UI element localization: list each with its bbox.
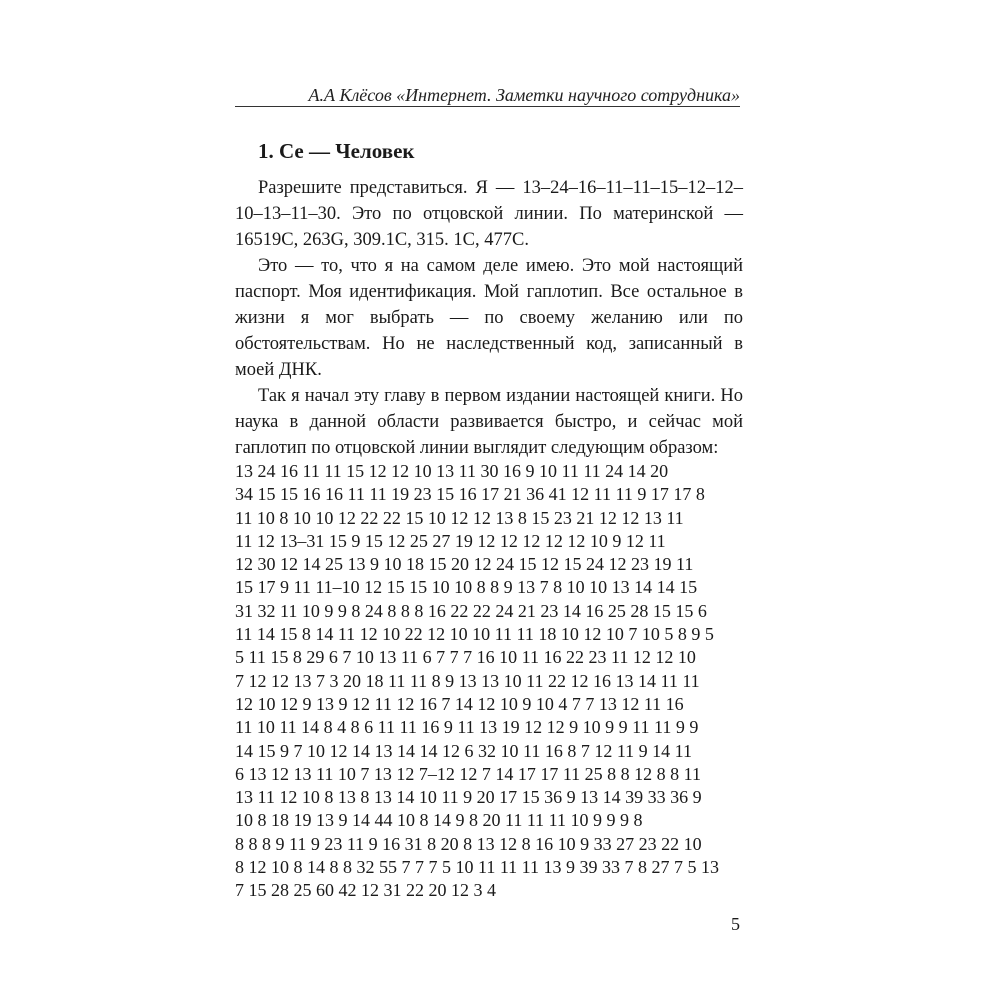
haplotype-line: 31 32 11 10 9 9 8 24 8 8 8 16 22 22 24 21 23 14 16 25 28 15 15 6	[235, 600, 707, 621]
haplotype-line: 13 24 16 11 11 15 12 12 10 13 11 30 16 9 10 11 11 24 14 20	[235, 461, 669, 481]
haplotype-line: 11 10 11 14 8 4 8 6 11 11 16 9 11 13 19 12 12 9 10 9 9 11 11 9 9	[235, 717, 699, 738]
haplotype-line: 5 11 15 8 29 6 7 10 13 11 6 7 7 7 16 10 11 16 22 23 11 12 12 10	[235, 647, 696, 668]
body-text	[235, 175, 743, 461]
haplotype-line: 11 14 15 8 14 11 12 10 22 12 10 10 11 11 18 10 12 10 7 10 5 8 9 5	[235, 624, 714, 645]
chapter-title: 1. Се — Человек	[258, 139, 415, 163]
header-rule	[235, 106, 740, 107]
haplotype-line: 13 11 12 10 8 13 8 13 14 10 11 9 20 17 15 36 9 13 14 39 33 36 9	[235, 787, 702, 808]
haplotype-line: 8 8 8 9 11 9 23 11 9 16 31 8 20 8 13 12 8 16 10 9 33 27 23 22 10	[235, 833, 702, 854]
haplotype-line: 11 10 8 10 10 12 22 22 15 10 12 12 13 8 15 23 21 12 12 13 11	[235, 507, 684, 528]
haplotype-line: 7 12 12 13 7 3 20 18 11 11 8 9 13 13 10 11 22 12 16 13 14 11 11	[235, 670, 700, 691]
haplotype-line: 8 12 10 8 14 8 8 32 55 7 7 7 5 10 11 11 11 13 9 39 33 7 8 27 7 5 13	[235, 857, 719, 878]
haplotype-line: 34 15 15 16 16 11 11 19 23 15 16 17 21 36 41 12 11 11 9 17 17 8	[235, 484, 705, 505]
paragraph-edition: Так я начал эту главу в первом издании настоящей книги. Но наука в данной области развивается быстро, и сейчас мой гаплотип по отцовской линии выглядит следующим образом:	[235, 386, 743, 458]
haplotype-line: 10 8 18 19 13 9 14 44 10 8 14 9 8 20 11 11 11 10 9 9 9 8	[235, 810, 643, 831]
haplotype-line: 14 15 9 7 10 12 14 13 14 14 12 6 32 10 11 16 8 7 12 11 9 14 11	[235, 740, 692, 761]
haplotype-line: 11 12 13–31 15 9 15 12 25 27 19 12 12 12 12 12 10 9 12 11	[235, 530, 666, 551]
haplotype-line: 12 30 12 14 25 13 9 10 18 15 20 12 24 15 12 15 24 12 23 19 11	[235, 554, 694, 575]
page-number: 5	[731, 914, 740, 934]
haplotype-line: 15 17 9 11 11–10 12 15 15 10 10 8 8 9 13 7 8 10 10 13 14 14 15	[235, 577, 698, 598]
paragraph-identity: Это — то, что я на самом деле имею. Это мой настоящий паспорт. Моя идентификация. Мой гаплотип. Все остальное в жизни я мог выбрать — по своему желанию или по обстоятельствам. Но не наследственный код, записанный в моей ДНК.	[235, 256, 743, 380]
haplotype-line: 7 15 28 25 60 42 12 31 22 20 12 3 4	[235, 880, 496, 901]
haplotype-line: 6 13 12 13 11 10 7 13 12 7–12 12 7 14 17 17 11 25 8 8 12 8 8 11	[235, 763, 701, 784]
haplotype-block	[235, 460, 745, 903]
running-header: А.А Клёсов «Интернет. Заметки научного сотрудника»	[308, 85, 740, 105]
paragraph-intro: Разрешите представиться. Я — 13–24–16–11–11–15–12–12–10–13–11–30. Это по отцовской линии. По материнской — 16519C, 263G, 309.1C, 315. 1C, 477C.	[235, 178, 743, 250]
haplotype-line: 12 10 12 9 13 9 12 11 12 16 7 14 12 10 9 10 4 7 7 13 12 11 16	[235, 693, 684, 714]
